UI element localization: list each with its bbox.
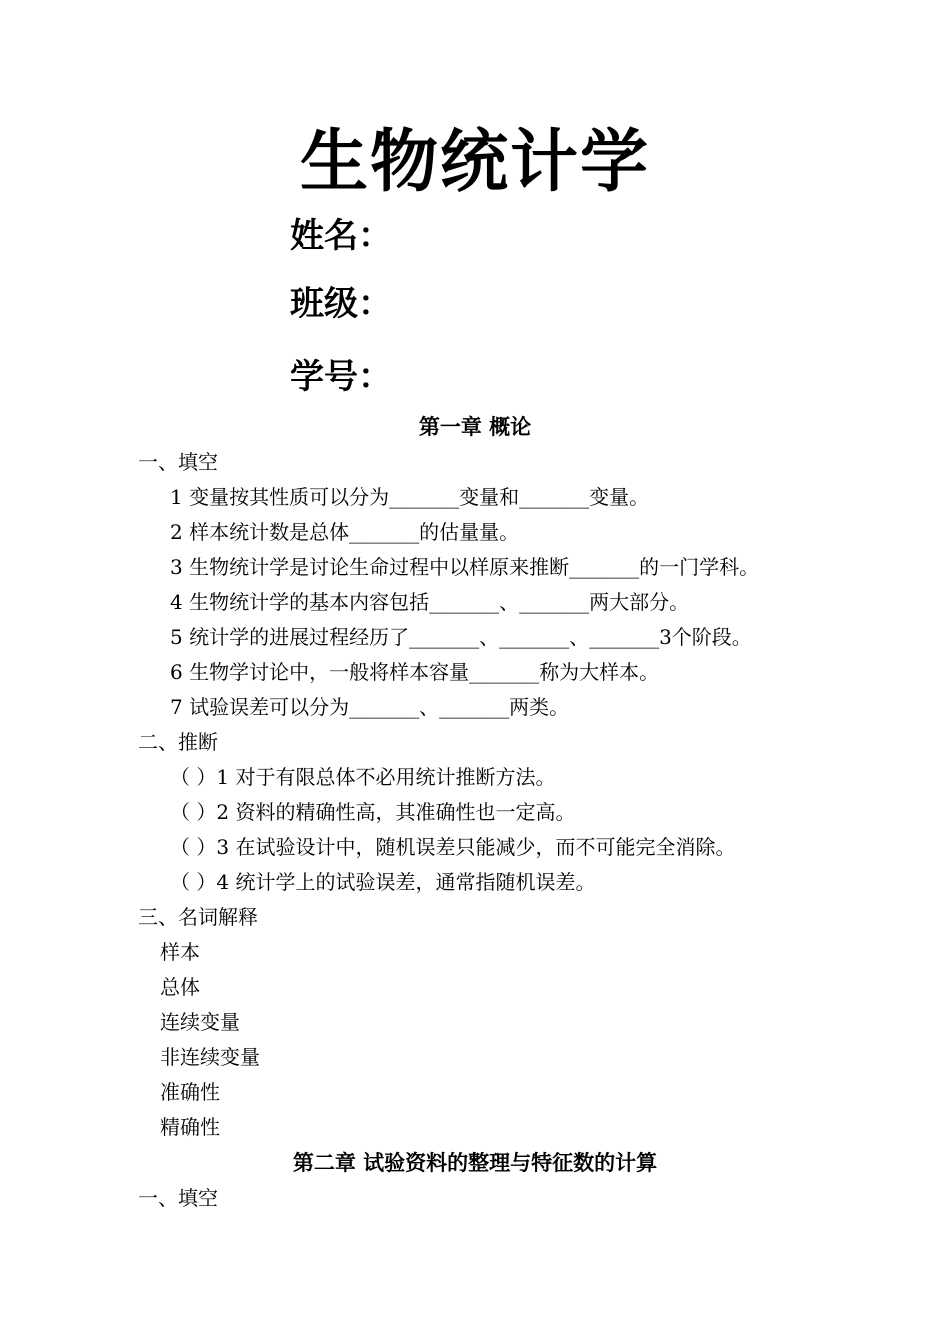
section-fill-heading: 一、填空 [138, 450, 218, 474]
fill-item: 1 变量按其性质可以分为_______变量和_______变量。 [170, 485, 650, 509]
judge-item: （ ）4 统计学上的试验误差，通常指随机误差。 [170, 870, 596, 894]
judge-item: （ ）3 在试验设计中，随机误差只能减少，而不可能完全消除。 [170, 835, 736, 859]
term-item: 连续变量 [160, 1010, 240, 1034]
fill-item: 6 生物学讨论中，一般将样本容量_______称为大样本。 [170, 660, 660, 684]
fill-item: 5 统计学的进展过程经历了_______、_______、_______3个阶段。 [170, 625, 752, 649]
class-field-label: 班级： [290, 284, 392, 324]
student-id-field-label: 学号： [290, 357, 392, 397]
fill-item: 4 生物统计学的基本内容包括_______、_______两大部分。 [170, 590, 690, 614]
document-title: 生物统计学 [299, 123, 650, 202]
chapter-2-section-fill-heading: 一、填空 [138, 1186, 218, 1210]
term-item: 非连续变量 [160, 1045, 260, 1069]
fill-item: 3 生物统计学是讨论生命过程中以样原来推断_______的一门学科。 [170, 555, 760, 579]
name-field-label: 姓名： [290, 216, 392, 256]
judge-item: （ ）2 资料的精确性高，其准确性也一定高。 [170, 800, 576, 824]
term-item: 总体 [160, 975, 200, 999]
judge-item: （ ）1 对于有限总体不必用统计推断方法。 [170, 765, 556, 789]
term-item: 样本 [160, 940, 200, 964]
chapter-2-title: 第二章 试验资料的整理与特征数的计算 [292, 1150, 658, 1175]
section-judge-heading: 二、推断 [138, 730, 218, 754]
term-item: 精确性 [160, 1115, 220, 1139]
section-terms-heading: 三、名词解释 [138, 905, 258, 929]
fill-item: 7 试验误差可以分为_______、_______两类。 [170, 695, 570, 719]
chapter-1-title: 第一章 概论 [418, 414, 532, 439]
term-item: 准确性 [160, 1080, 220, 1104]
fill-item: 2 样本统计数是总体_______的估量量。 [170, 520, 520, 544]
